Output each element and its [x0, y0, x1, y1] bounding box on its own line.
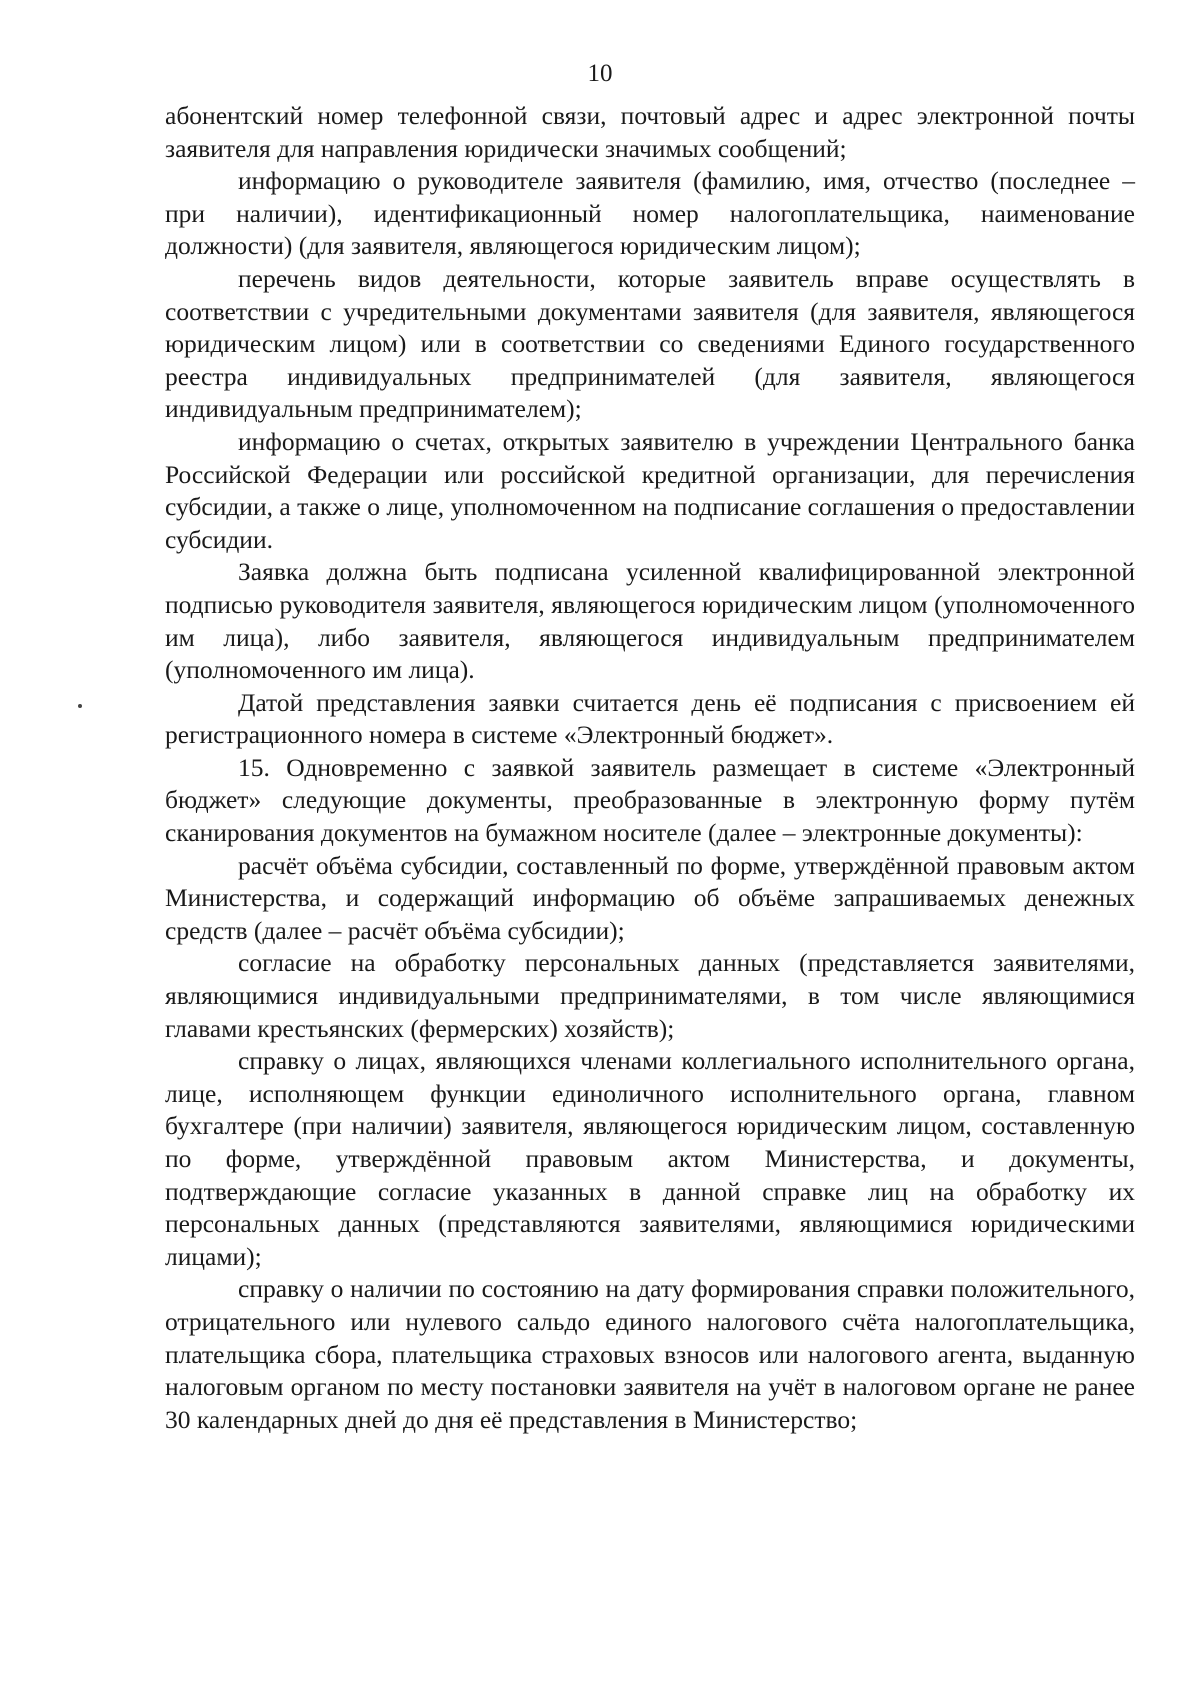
paragraph-subsidy-calculation: расчёт объёма субсидии, составленный по форме, утверждённой правовым актом Министерства, и содержащий информацию об объёме запрашиваемых денежных средств (далее – расчёт объёма субсидии); [165, 850, 1135, 945]
paragraph-executive-body-certificate: справку о лицах, являющихся членами коллегиального исполнительного органа, лице, исполняющем функции единоличного исполнительного органа, главном бухгалтере (при наличии) заявителя, являющегося юридическим лицом, составленную по форме, утверждённой правовым актом Министерства, и документы, подтверждающие согласие указанных в данной справке лиц на обработку их персональных данных (представляются заявителями, являющимися юридическими лицами); [165, 1046, 1135, 1271]
paragraph-bank-accounts: информацию о счетах, открытых заявителю в учреждении Центрального банка Российской Федерации или российской кредитной организации, для перечисления субсидии, а также о лице, уполномоченном на подписание соглашения о предоставлении субсидии. [165, 426, 1135, 554]
paragraph-submission-date: Датой представления заявки считается день её подписания с присвоением ей регистрационного номера в системе «Электронный бюджет». [165, 687, 1135, 750]
paragraph-signature-requirement: Заявка должна быть подписана усиленной квалифицированной электронной подписью руководителя заявителя, являющегося юридическим лицом (уполномоченного им лица), либо заявителя, являющегося индивидуальным предпринимателем (уполномоченного им лица). [165, 557, 1135, 685]
document-body [165, 100, 1135, 1436]
scan-dot-mark [78, 704, 82, 708]
paragraph-clause-15: 15. Одновременно с заявкой заявитель размещает в системе «Электронный бюджет» следующие документы, преобразованные в электронную форму путём сканирования документов на бумажном носителе (далее – электронные документы): [165, 752, 1135, 848]
paragraph-tax-balance-certificate: справку о наличии по состоянию на дату формирования справки положительного, отрицательного или нулевого сальдо единого налогового счёта налогоплательщика, плательщика сбора, плательщика страховых взносов или налогового агента, выданную налоговым органом по месту постановки заявителя на учёт в налоговом органе не ранее 30 календарных дней до дня её представления в Министерство; [165, 1274, 1135, 1434]
paragraph-personal-data-consent: согласие на обработку персональных данных (представляется заявителями, являющимися индивидуальными предпринимателями, в том числе являющимися главами крестьянских (фермерских) хозяйств); [165, 948, 1135, 1043]
paragraph-activity-list: перечень видов деятельности, которые заявитель вправе осуществлять в соответствии с учредительными документами заявителя (для заявителя, являющегося юридическим лицом) или в соответствии со сведениями Единого государственного реестра индивидуальных предпринимателей (для заявителя, являющегося индивидуальным предпринимателем); [165, 263, 1135, 424]
paragraph-contact-info: абонентский номер телефонной связи, почтовый адрес и адрес электронной почты заявителя для направления юридически значимых сообщений; [165, 101, 1135, 163]
page-number: 10 [587, 60, 613, 87]
paragraph-head-info: информацию о руководителе заявителя (фамилию, имя, отчество (последнее – при наличии), идентификационный номер налогоплательщика, наименование должности) (для заявителя, являющегося юридическим лицом); [165, 166, 1135, 261]
